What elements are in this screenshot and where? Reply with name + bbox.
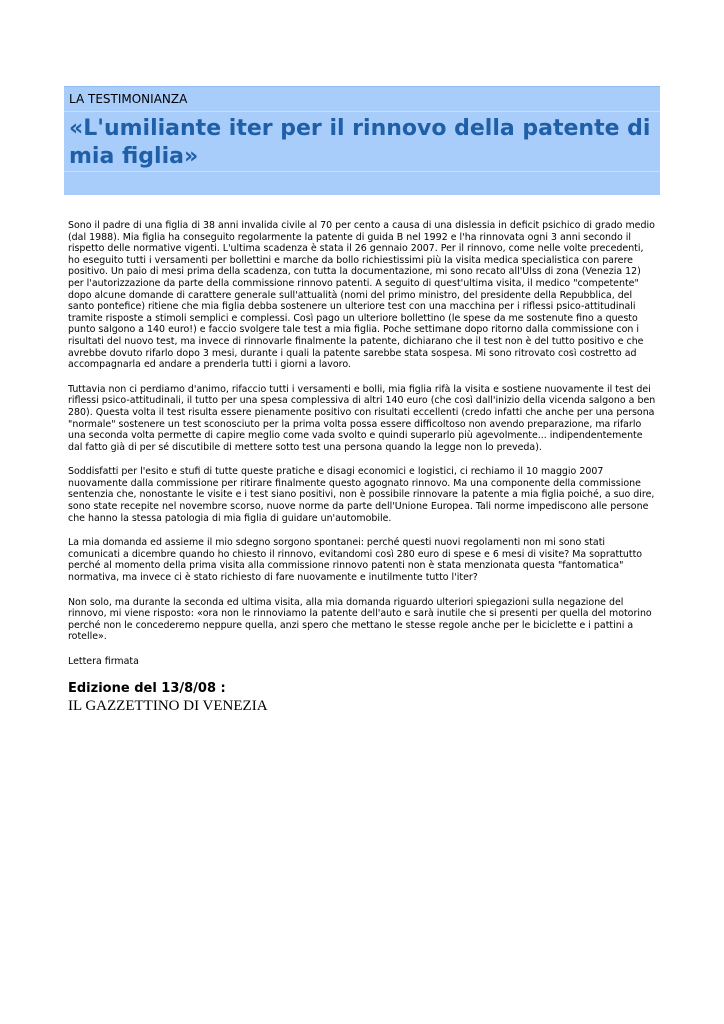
newspaper-name: IL GAZZETTINO DI VENEZIA (68, 698, 268, 714)
article-paragraph-5: Non solo, ma durante la seconda ed ultima visita, alla mia domanda riguardo ulteriori spiegazioni sulla negazione del rinnovo, mi viene risposto: «ora non le rinnoviamo la patente dell'auto e sarà inutile che si presenti per quella del motorino perché non le concederemo neppure quella, anzi spero che mettano le stesse regole anche per le biciclette e i pattini a rotelle». (68, 596, 652, 643)
article-body (68, 220, 656, 681)
section-kicker: LA TESTIMONIANZA (69, 92, 188, 106)
header-band (64, 86, 660, 195)
kicker-divider (64, 111, 660, 112)
article-paragraph-1: Sono il padre di una figlia di 38 anni invalida civile al 70 per cento a causa di una dislessia in deficit psichico di grado medio (dal 1988). Mia figlia ha conseguito regolarmente la patente di guida B nel 1992 e l'ha rinnovata ogni 3 anni secondo il rispetto delle normative vigenti. L'ultima scadenza è stata il 26 gennaio 2007. Per il rinnovo, come nelle volte precedenti, ho eseguito tutti i versamenti per bollettini e marche da bollo richiestissimi più la visita medica specialistica con parere positivo. Un paio di mesi prima della scadenza, con tutta la documentazione, mi sono recato all'Ulss di zona (Venezia 12) per l'autorizzazione da parte della commissione rinnovo patenti. A seguito di quest'ultima visita, il medico "competente" dopo alcune domande di carattere generale sull'attualità (nomi del primo ministro, del presidente della Repubblica, del santo pontefice) ritiene che mia figlia debba sostenere un ulteriore test con una macchina per i riflessi psico-attitudinali tramite risposte a stimoli semplici e complessi. Così pago un ulteriore bollettino (le spese da me sostenute fino a questo punto salgono a 140 euro!) e faccio svolgere tale test a mia figlia. Poche settimane dopo ritorno dalla commissione con i risultati del nuovo test, ma invece di rinnovarle finalmente la patente, dichiarano che il test non è del tutto positivo e che avrebbe dovuto rifarlo dopo 3 mesi, durante i quali la patente sarebbe stata sospesa. Mi sono ritrovato così costretto ad accompagnarla ed andare a prenderla tutti i giorni a lavoro. (68, 220, 655, 371)
article-paragraph-4: La mia domanda ed assieme il mio sdegno sorgono spontanei: perché questi nuovi regolamenti non mi sono stati comunicati a dicembre quando ho chiesto il rinnovo, evitandomi così 280 euro di spese e 6 mesi di visite? Ma soprattutto perché al momento della prima visita alla commissione rinnovo patenti non è stata menzionata questa "fantomatica" normativa, ma invece ci è stato richiesto di fare nuovamente e inutilmente tutto l'iter? (68, 537, 643, 584)
article-headline: «L'umiliante iter per il rinnovo della patente di mia figlia» (69, 116, 651, 169)
article-paragraph-3: Soddisfatti per l'esito e stufi di tutte queste pratiche e disagi economici e logistici, ci rechiamo il 10 maggio 2007 nuovamente dalla commissione per ritirare finalmente questo agognato rinnovo. Ma una componente della commissione sentenzia che, nonostante le visite e i test siano positivi, non è possibile rinnovare la patente a mia figlia poiché, a suo dire, sono state recepite nel novembre scorso, nuove norme da parte dell'Unione Europea. Tali norme impediscono alle persone che hanno la stessa patologia di mia figlia di guidare un'automobile. (68, 466, 655, 524)
article-paragraph-2: Tuttavia non ci perdiamo d'animo, rifaccio tutti i versamenti e bolli, mia figlia rifà la visita e sostiene nuovamente il test dei riflessi psico-attitudinali, il tutto per una spesa complessiva di altri 140 euro (che così dall'inizio della vicenda salgono a ben 280). Questa volta il test risulta essere pienamente positivo con risultati eccellenti (credo infatti che anche per una persona "normale" sostenere un test sconosciuto per la prima volta possa essere difficoltoso non avendo preparazione, ma rifarlo una seconda volta permette di capire meglio come vada svolto e quindi superarlo più agevolmente... indipendentemente dal fatto già di per sé discutibile di mettere sotto test una persona quando la legge non lo preveda). (68, 383, 656, 453)
letter-signature: Lettera firmata (68, 656, 139, 667)
edition-date: Edizione del 13/8/08 : (68, 681, 226, 696)
headline-divider (64, 171, 660, 172)
